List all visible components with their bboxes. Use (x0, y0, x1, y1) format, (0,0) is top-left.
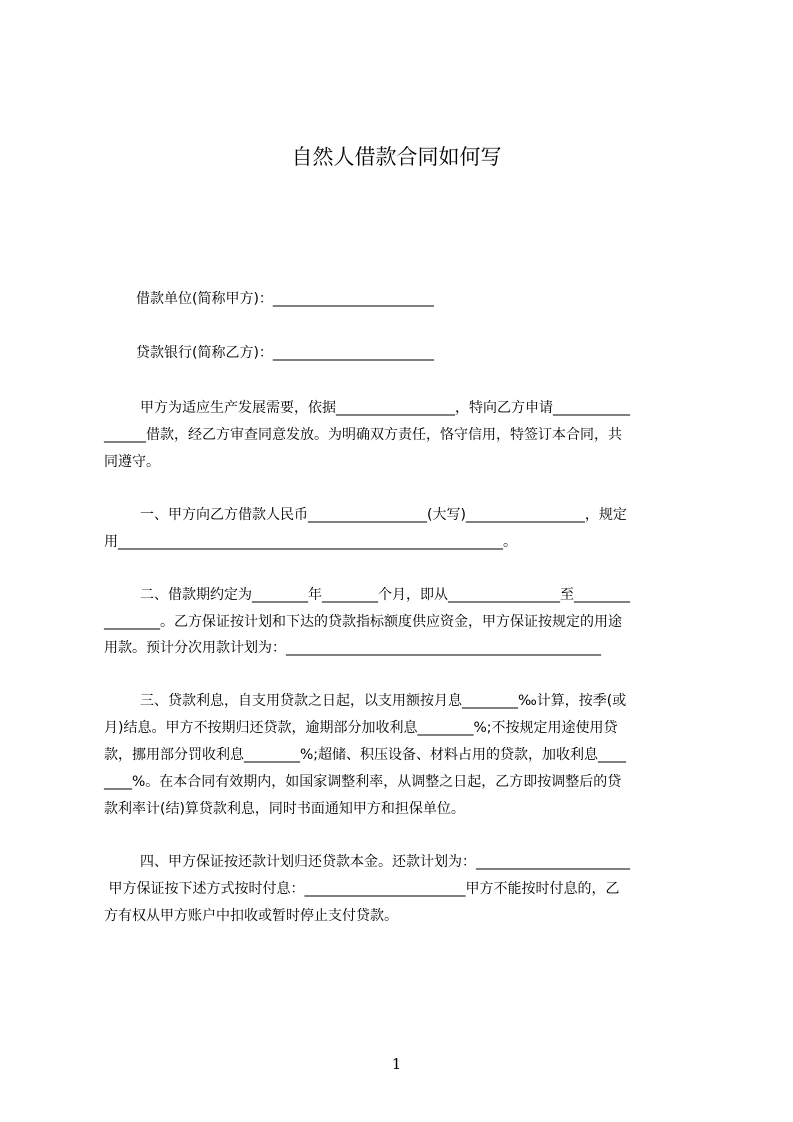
article-4-line: 方有权从甲方账户中扣收或暂时停止支付贷款。 (104, 908, 398, 924)
page-title: 自然人借款合同如何写 (291, 145, 502, 169)
article-2-line: 二、借款期约定为________年________个月，即从________________至________ (140, 587, 630, 603)
article-1-line: 用_______________________________________________________。 (104, 534, 517, 550)
article-2-line: ________。乙方保证按计划和下达的贷款指标额度供应资金，甲方保证按规定的用途 (104, 614, 622, 630)
lender-line: 贷款银行(简称乙方)：_______________________ (136, 345, 434, 361)
article-3-line: ____%。在本合同有效期内，如国家调整利率，从调整之日起，乙方即按调整后的贷 (104, 774, 622, 790)
preamble-line: 甲方为适应生产发展需要，依据_________________，特向乙方申请___________ (140, 400, 630, 416)
article-3-line: 款，挪用部分罚收利息________%;超储、积压设备、材料占用的贷款，加收利息____ (104, 747, 627, 763)
page-number: 1 (391, 1055, 402, 1073)
borrower-line: 借款单位(简称甲方)：_______________________ (136, 291, 434, 307)
article-3-line: 款利率计(结)算贷款利息，同时书面通知甲方和担保单位。 (104, 801, 465, 817)
preamble-line: 同遵守。 (104, 454, 160, 470)
article-1-line: 一、甲方向乙方借款人民币_________________(大写)_________________，规定 (140, 507, 627, 523)
preamble-line: ______借款，经乙方审查同意发放。为明确双方责任，恪守信用，特签订本合同，共 (104, 427, 622, 443)
article-3-line: 月)结息。甲方不按期归还贷款，逾期部分加收利息________%;不按规定用途使用贷 (104, 720, 618, 736)
article-2-line: 用款。预计分次用款计划为：_____________________________________________ (104, 640, 601, 656)
article-4-line: 四、甲方保证按还款计划归还贷款本金。还款计划为：______________________ (140, 854, 630, 870)
article-3-line: 三、贷款利息，自支用贷款之日起，以支用额按月息________‰计算，按季(或 (140, 693, 627, 709)
article-4-line: 甲方保证按下述方式按时付息：_______________________甲方不能按时付息的，乙 (104, 881, 620, 897)
